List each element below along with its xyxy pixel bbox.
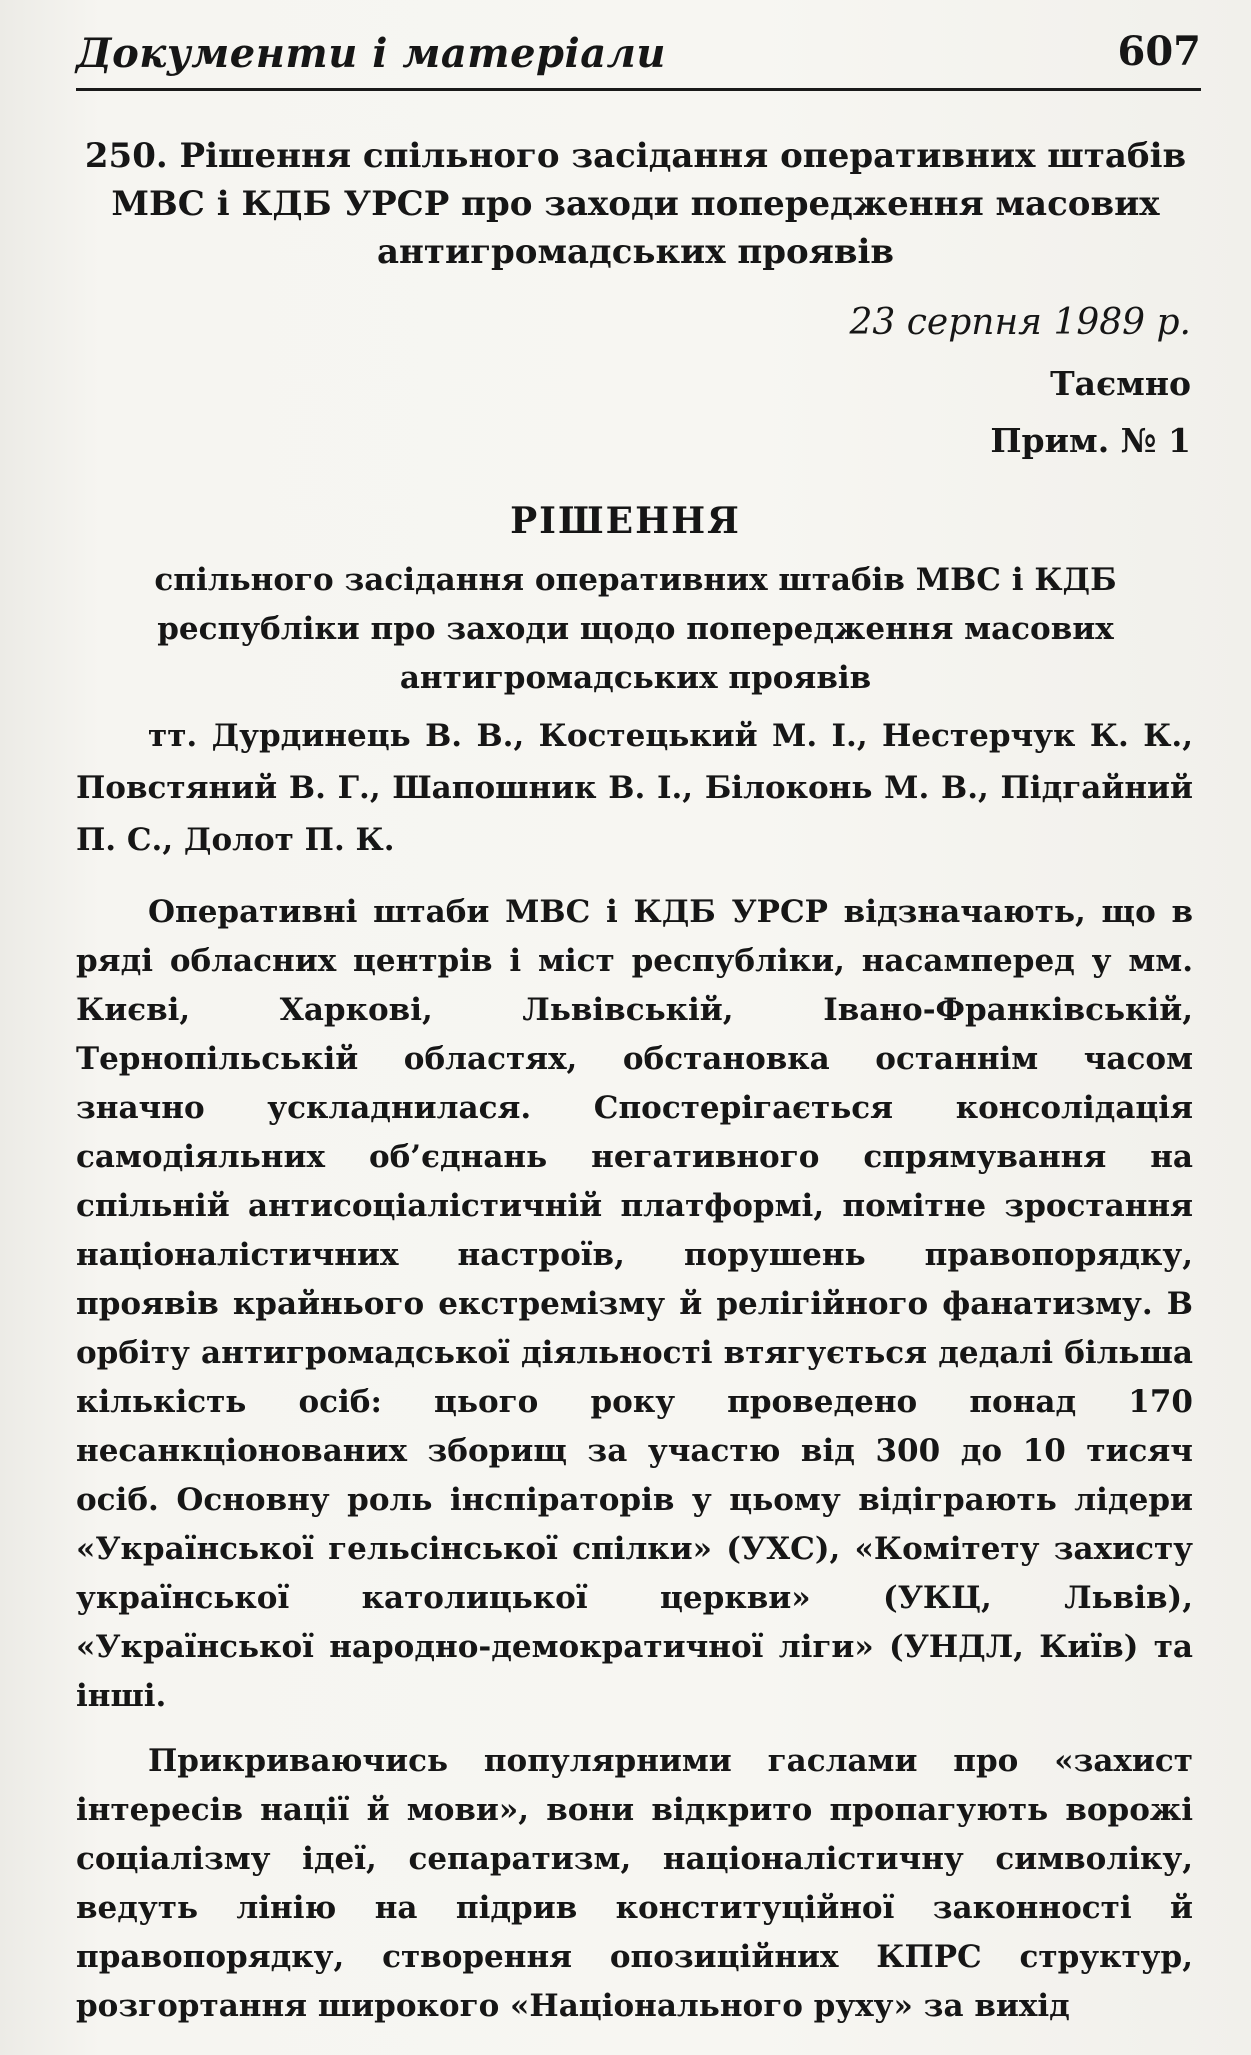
- attendees-list: тт. Дурдинець В. В., Костецький М. І., Нестерчук К. К., Повстяний В. Г., Шапошник В. І., Білоконь М. В., Підгайний П. С., Долот П. К.: [76, 718, 1193, 858]
- body-paragraph: Прикриваючись популярними гаслами про «захист інтересів нації й мови», вони відкрито пропагують ворожі соціалізму ідеї, сепаратизм, націоналістичну символіку, ведуть лінію на підрив конституційної законності й правопорядку, створення опозиційних КПРС структур, розгортання широкого «Національного руху» за вихід: [76, 1743, 1193, 2024]
- copy-number: Прим. № 1: [990, 421, 1191, 460]
- document-title: 250. Рішення спільного засідання оперативних штабів МВС і КДБ УРСР про заходи попередження масових антигромадських проявів: [84, 136, 1187, 272]
- document-date: 23 серпня 1989 р.: [849, 302, 1191, 343]
- decision-subtitle: спільного засідання оперативних штабів МВС і КДБ республіки про заходи щодо попередження масових антигромадських проявів: [154, 562, 1117, 696]
- classification-mark: Таємно: [1050, 364, 1191, 403]
- body-paragraph: Оперативні штаби МВС і КДБ УРСР відзначають, що в ряді обласних центрів і міст республіки, насамперед у мм. Києві, Харкові, Львівській, Івано-Франківській, Тернопільській областях, обстановка останнім часом значно ускладнилася. Спостерігається консолідація самодіяльних об’єднань негативного спрямування на спільній антисоціалістичній платформі, помітне зростання націоналістичних настроїв, порушень правопорядку, проявів крайнього екстремізму й релігійного фанатизму. В орбіту антигромадської діяльності втягується дедалі більша кількість осіб: цього року проведено понад 170 несанкціонованих зборищ за участю від 300 до 10 тисяч осіб. Основну роль інспіраторів у цьому відіграють лідери «Української гельсінської спілки» (УХС), «Комітету захисту української католицької церкви» (УКЦ, Львів), «Української народно-демократичної ліги» (УНДЛ, Київ) та інші.: [76, 894, 1193, 1714]
- page-number: 607: [1117, 28, 1201, 75]
- running-header: [76, 22, 1201, 91]
- decision-heading: РІШЕННЯ: [510, 500, 741, 542]
- series-title: Документи і матеріали: [76, 30, 666, 77]
